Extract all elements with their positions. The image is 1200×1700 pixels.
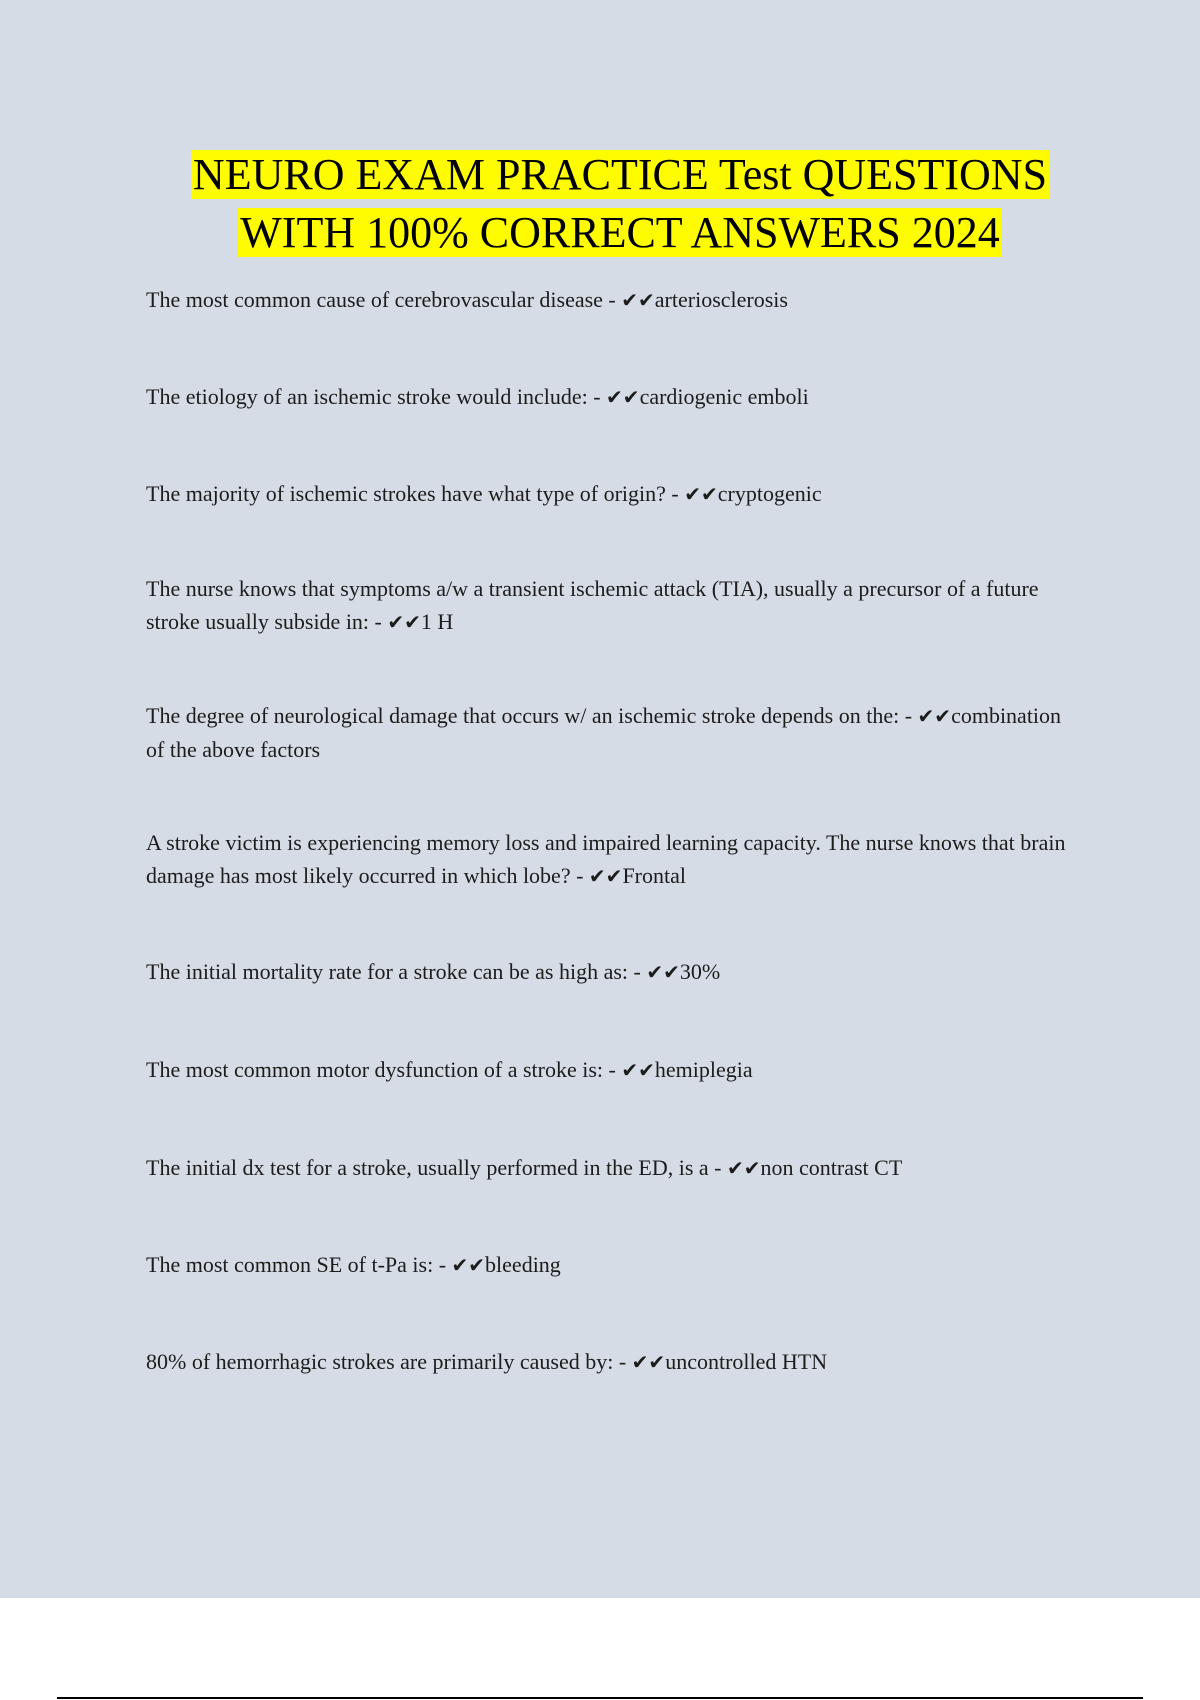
double-check-icon: ✔✔ bbox=[727, 1156, 761, 1180]
qa-item-11 bbox=[146, 1345, 1076, 1379]
qa-item-2 bbox=[146, 380, 1076, 414]
question-text: The most common cause of cerebrovascular disease - bbox=[146, 287, 622, 312]
question-text: The etiology of an ischemic stroke would include: - bbox=[146, 384, 607, 409]
qa-item-1 bbox=[146, 283, 1076, 317]
answer-text: 30% bbox=[679, 959, 721, 984]
question-text: The most common SE of t-Pa is: - bbox=[146, 1252, 452, 1277]
page-divider-rule bbox=[57, 1697, 1143, 1699]
double-check-icon: ✔✔ bbox=[621, 1058, 655, 1082]
question-text: 80% of hemorrhagic strokes are primarily caused by: - bbox=[146, 1349, 632, 1374]
question-text: The nurse knows that symptoms a/w a transient ischemic attack (TIA), usually a precursor of a future stroke usually subside in: - bbox=[146, 576, 1039, 634]
answer-text: hemiplegia bbox=[654, 1057, 753, 1082]
double-check-icon: ✔✔ bbox=[588, 864, 623, 888]
answer-text: arteriosclerosis bbox=[654, 287, 788, 312]
qa-item-10 bbox=[146, 1248, 1076, 1282]
question-text: A stroke victim is experiencing memory loss and impaired learning capacity. The nurse knows that brain damage has most likely occurred in which lobe? - bbox=[146, 830, 1066, 888]
qa-item-7 bbox=[146, 955, 1076, 989]
answer-text: bleeding bbox=[485, 1252, 561, 1277]
answer-text: combination of the above factors bbox=[146, 703, 1062, 762]
qa-item-6 bbox=[146, 826, 1076, 893]
double-check-icon: ✔✔ bbox=[631, 1350, 666, 1374]
qa-item-3 bbox=[146, 477, 1076, 511]
title-line-2: WITH 100% CORRECT ANSWERS 2024 bbox=[240, 208, 1000, 257]
double-check-icon: ✔✔ bbox=[917, 704, 952, 728]
answer-text: non contrast CT bbox=[760, 1155, 903, 1180]
answer-text: cardiogenic emboli bbox=[639, 384, 809, 409]
question-text: The degree of neurological damage that occurs w/ an ischemic stroke depends on the: - bbox=[146, 703, 918, 728]
answer-text: cryptogenic bbox=[717, 481, 822, 506]
double-check-icon: ✔✔ bbox=[684, 482, 718, 506]
qa-item-8 bbox=[146, 1053, 1076, 1087]
question-text: The most common motor dysfunction of a stroke is: - bbox=[146, 1057, 622, 1082]
double-check-icon: ✔✔ bbox=[646, 960, 680, 984]
double-check-icon: ✔✔ bbox=[621, 288, 655, 312]
answer-text: uncontrolled HTN bbox=[665, 1349, 828, 1374]
question-text: The initial dx test for a stroke, usually performed in the ED, is a - bbox=[146, 1155, 728, 1180]
title-line-1: NEURO EXAM PRACTICE Test QUESTIONS bbox=[192, 150, 1048, 199]
answer-text: 1 H bbox=[420, 609, 454, 634]
qa-item-4 bbox=[146, 572, 1076, 639]
question-text: The majority of ischemic strokes have what type of origin? - bbox=[146, 481, 685, 506]
qa-item-9 bbox=[146, 1151, 1076, 1185]
double-check-icon: ✔✔ bbox=[387, 610, 421, 634]
qa-item-5 bbox=[146, 699, 1076, 766]
document-title bbox=[60, 146, 1180, 262]
question-text: The initial mortality rate for a stroke can be as high as: - bbox=[146, 959, 647, 984]
double-check-icon: ✔✔ bbox=[451, 1253, 486, 1277]
answer-text: Frontal bbox=[622, 863, 686, 888]
double-check-icon: ✔✔ bbox=[606, 385, 640, 409]
